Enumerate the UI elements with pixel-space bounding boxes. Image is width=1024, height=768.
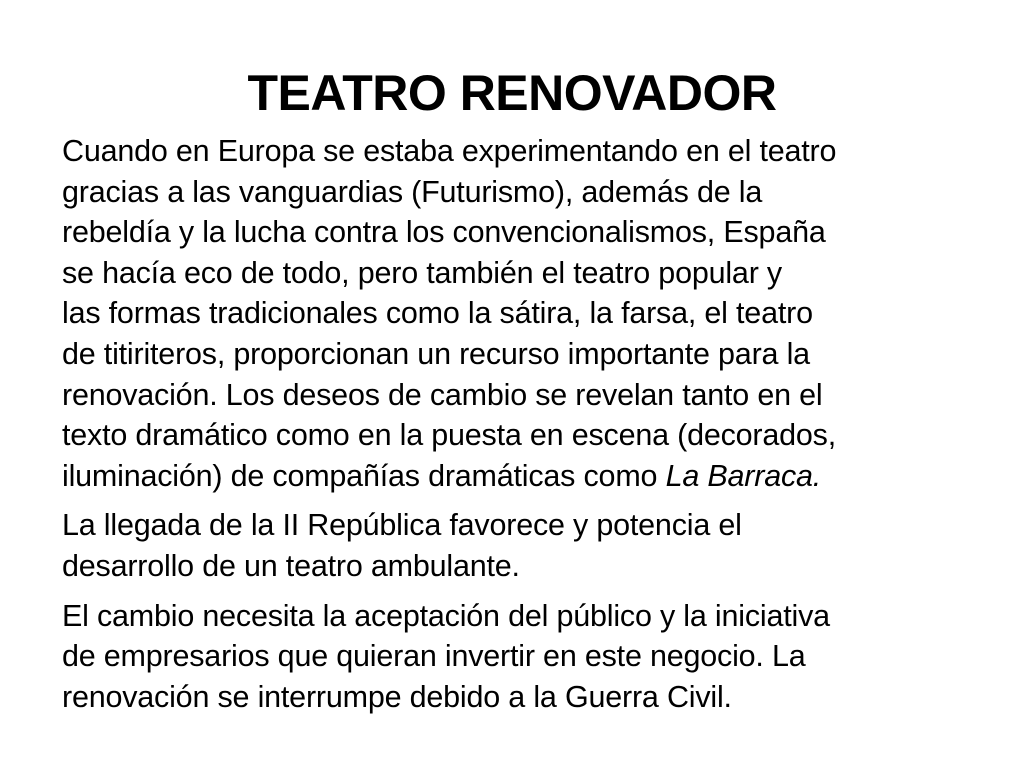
slide-body: [62, 131, 972, 726]
paragraph-line: gracias a las vanguardias (Futurismo), además de la: [62, 174, 763, 209]
paragraph-line: rebeldía y la lucha contra los convencionalismos, España: [62, 215, 826, 250]
paragraph-line: [62, 456, 972, 497]
paragraph-1: [62, 131, 972, 496]
paragraph-line: de empresarios que quieran invertir en este negocio. La: [62, 639, 806, 674]
paragraph-line-text: iluminación) de compañías dramáticas como: [62, 458, 666, 493]
paragraph-line: texto dramático como en la puesta en escena (decorados,: [62, 418, 836, 453]
slide-title: TEATRO RENOVADOR: [247, 65, 777, 121]
paragraph-2: [62, 505, 972, 586]
paragraph-line: La llegada de la II República favorece y potencia el: [62, 508, 742, 543]
paragraph-line: desarrollo de un teatro ambulante.: [62, 548, 520, 583]
paragraph-line: renovación. Los deseos de cambio se revelan tanto en el: [62, 377, 823, 412]
paragraph-line: renovación se interrumpe debido a la Guerra Civil.: [62, 679, 732, 714]
paragraph-line: las formas tradicionales como la sátira, la farsa, el teatro: [62, 296, 813, 331]
paragraph-line: se hacía eco de todo, pero también el teatro popular y: [62, 255, 782, 290]
paragraph-line: El cambio necesita la aceptación del público y la iniciativa: [62, 598, 830, 633]
company-name-italic: La Barraca.: [665, 458, 822, 493]
paragraph-line: de titiriteros, proporcionan un recurso importante para la: [62, 336, 810, 371]
paragraph-3: [62, 596, 972, 718]
paragraph-line: Cuando en Europa se estaba experimentando en el teatro: [62, 134, 837, 168]
